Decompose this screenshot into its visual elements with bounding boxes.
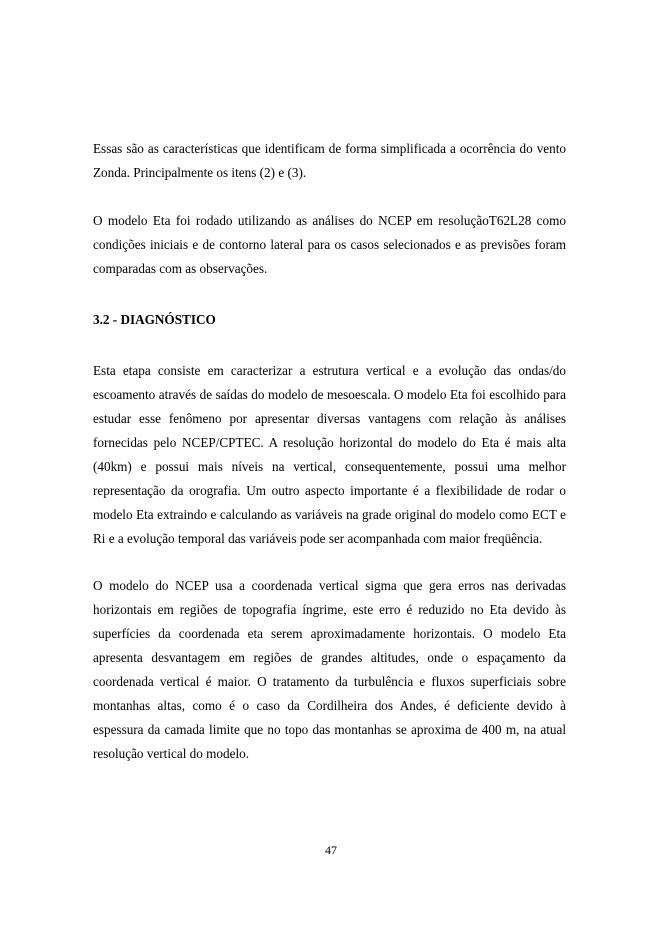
paragraph-ncep-model-comparison: O modelo do NCEP usa a coordenada vertical sigma que gera erros nas derivadas horizontais em regiões de topografia íngrime, este erro é reduzido no Eta devido às superfícies da coordenada eta serem aproximadamente horizontais. O modelo Eta apresenta desvantagem em regiões de grandes altitudes, onde o espaçamento da coordenada vertical é maior. O tratamento da turbulência e fluxos superficiais sobre montanhas altas, como é o caso da Cordilheira dos Andes, é deficiente devido à espessura da camada limite que no topo das montanhas se aproxima de 400 m, na atual resolução vertical do modelo. [93, 578, 566, 761]
paragraph-eta-model-setup: O modelo Eta foi rodado utilizando as análises do NCEP em resoluçãoT62L28 como condições iniciais e de contorno lateral para os casos selecionados e as previsões foram comparadas com as observações. [93, 213, 566, 276]
section-heading: 3.2 - DIAGNÓSTICO [93, 312, 216, 327]
paragraph-zonda-characteristics: Essas são as características que identificam de forma simplificada a ocorrência do vento Zonda. Principalmente os itens (2) e (3). [93, 141, 566, 180]
paragraph-diagnostic-stage: Esta etapa consiste em caracterizar a estrutura vertical e a evolução das ondas/do escoamento através de saídas do modelo de mesoescala. O modelo Eta foi escolhido para estudar esse fenômeno por apresentar diversas vantagens com relação às análises fornecidas pelo NCEP/CPTEC. A resolução horizontal do modelo do Eta é mais alta (40km) e possui mais níveis na vertical, consequentemente, possui uma melhor representação da orografia. Um outro aspecto importante é a flexibilidade de rodar o modelo Eta extraindo e calculando as variáveis na grade original do modelo como ECT e Ri e a evolução temporal das variáveis pode ser acompanhada com maior freqüência. [93, 363, 566, 546]
page-number: 47 [325, 843, 337, 857]
